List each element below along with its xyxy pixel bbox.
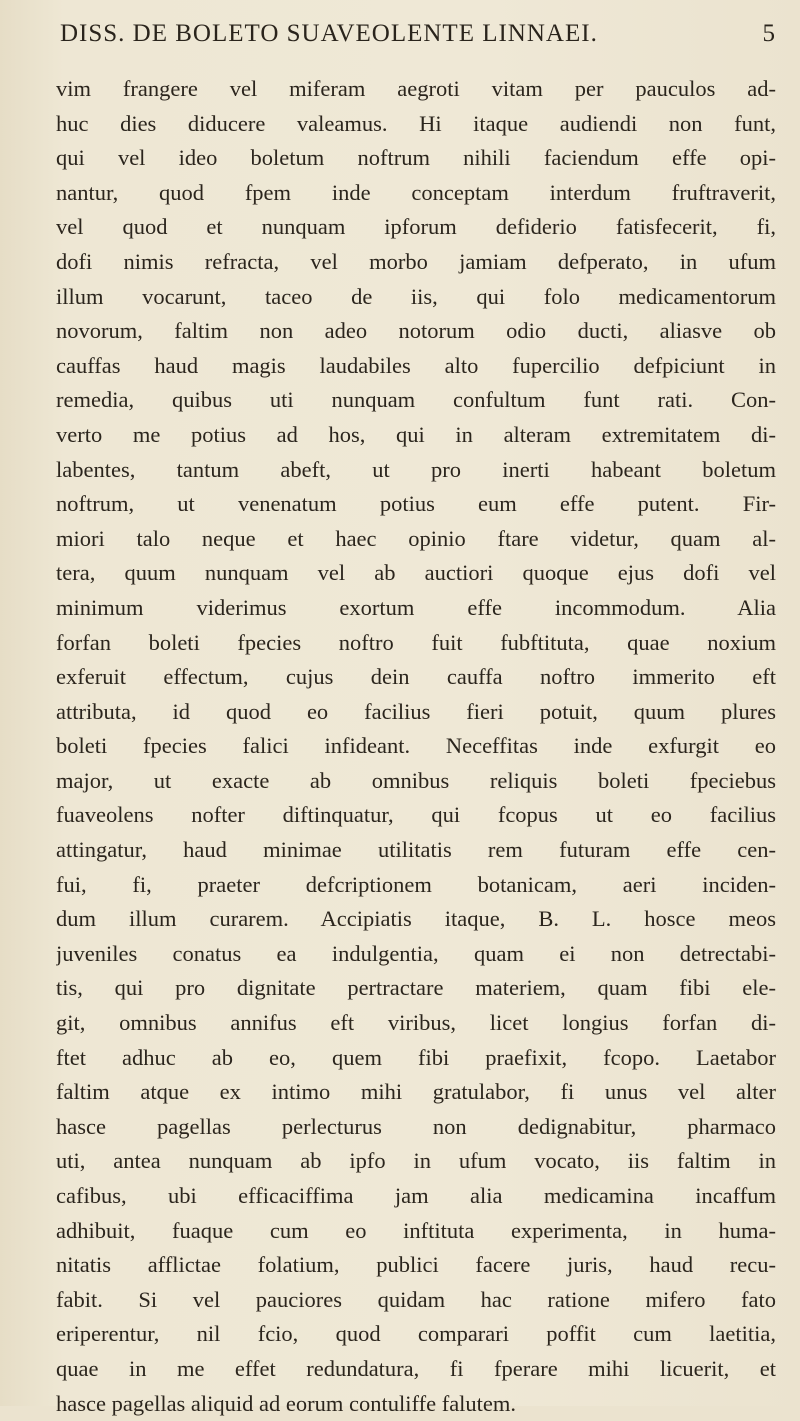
- text-line: adhibuit, fuaque cum eo inftituta experimenta, in huma-: [56, 1217, 776, 1243]
- text-line: git, omnibus annifus eft viribus, licet longius forfan di-: [56, 1010, 776, 1036]
- text-line: ftet adhuc ab eo, quem fibi praefixit, fcopo. Laetabor: [56, 1044, 776, 1070]
- text-line: noftrum, ut venenatum potius eum effe putent. Fir-: [56, 491, 776, 517]
- text-line: dum illum curarem. Accipiatis itaque, B. L. hosce meos: [56, 906, 776, 932]
- text-line: exferuit effectum, cujus dein cauffa noftro immerito eft: [56, 664, 776, 690]
- text-line: uti, antea nunquam ab ipfo in ufum vocato, iis faltim in: [56, 1148, 776, 1174]
- text-line: vim frangere vel miferam aegroti vitam per pauculos ad-: [56, 76, 776, 101]
- text-line: fuaveolens nofter diftinquatur, qui fcopus ut eo facilius: [56, 802, 776, 828]
- page-number: 5: [762, 20, 775, 47]
- text-line: qui vel ideo boletum noftrum nihili faciendum effe opi-: [56, 145, 776, 171]
- text-line: faltim atque ex intimo mihi gratulabor, fi unus vel alter: [56, 1079, 776, 1105]
- text-line: tis, qui pro dignitate pertractare materiem, quam fibi ele-: [56, 975, 776, 1001]
- text-line: hasce pagellas perlecturus non dedignabitur, pharmaco: [56, 1113, 776, 1139]
- text-line: cauffas haud magis laudabiles alto fupercilio defpiciunt in: [56, 352, 776, 378]
- text-line: novorum, faltim non adeo notorum odio ducti, aliasve ob: [56, 318, 776, 344]
- text-line: illum vocarunt, taceo de iis, qui folo medicamentorum: [56, 283, 776, 309]
- text-line: nantur, quod fpem inde conceptam interdum fruftraverit,: [56, 179, 776, 205]
- running-title: DISS. DE BOLETO SUAVEOLENTE LINNAEI.: [60, 20, 598, 47]
- text-line: vel quod et nunquam ipforum defiderio fatisfecerit, fi,: [56, 214, 776, 240]
- text-line: fabit. Si vel pauciores quidam hac ratione mifero fato: [56, 1286, 776, 1312]
- text-line: hasce pagellas aliquid ad eorum contuliffe falutem.: [56, 1390, 517, 1416]
- running-head: [60, 20, 775, 60]
- text-line: attributa, id quod eo facilius fieri potuit, quum plures: [56, 698, 776, 724]
- text-line: quae in me effet redundatura, fi fperare mihi licuerit, et: [56, 1355, 776, 1381]
- text-line: dofi nimis refracta, vel morbo jamiam defperato, in ufum: [56, 248, 776, 274]
- text-line: cafibus, ubi efficaciffima jam alia medicamina incaffum: [56, 1183, 776, 1208]
- text-line: huc dies diducere valeamus. Hi itaque audiendi non funt,: [56, 110, 776, 136]
- text-line: boleti fpecies falici infideant. Neceffitas inde exfurgit eo: [56, 733, 776, 759]
- text-line: remedia, quibus uti nunquam confultum funt rati. Con-: [56, 387, 776, 413]
- text-line: minimum viderimus exortum effe incommodum. Alia: [56, 594, 776, 620]
- body-text: [56, 72, 776, 1421]
- text-line: forfan boleti fpecies noftro fuit fubftituta, quae noxium: [56, 629, 776, 655]
- text-line: labentes, tantum abeft, ut pro inerti habeant boletum: [56, 456, 776, 482]
- text-line: major, ut exacte ab omnibus reliquis boleti fpeciebus: [56, 767, 776, 793]
- text-line: verto me potius ad hos, qui in alteram extremitatem di-: [56, 421, 776, 447]
- text-line: juveniles conatus ea indulgentia, quam ei non detrectabi-: [56, 940, 776, 966]
- text-line: nitatis afflictae folatium, publici facere juris, haud recu-: [56, 1252, 776, 1278]
- text-line: attingatur, haud minimae utilitatis rem futuram effe cen-: [56, 837, 776, 863]
- text-line: tera, quum nunquam vel ab auctiori quoque ejus dofi vel: [56, 560, 776, 586]
- text-line: miori talo neque et haec opinio ftare videtur, quam al-: [56, 525, 776, 551]
- text-line: fui, fi, praeter defcriptionem botanicam, aeri inciden-: [56, 871, 776, 897]
- text-line: eriperentur, nil fcio, quod comparari poffit cum laetitia,: [56, 1321, 776, 1347]
